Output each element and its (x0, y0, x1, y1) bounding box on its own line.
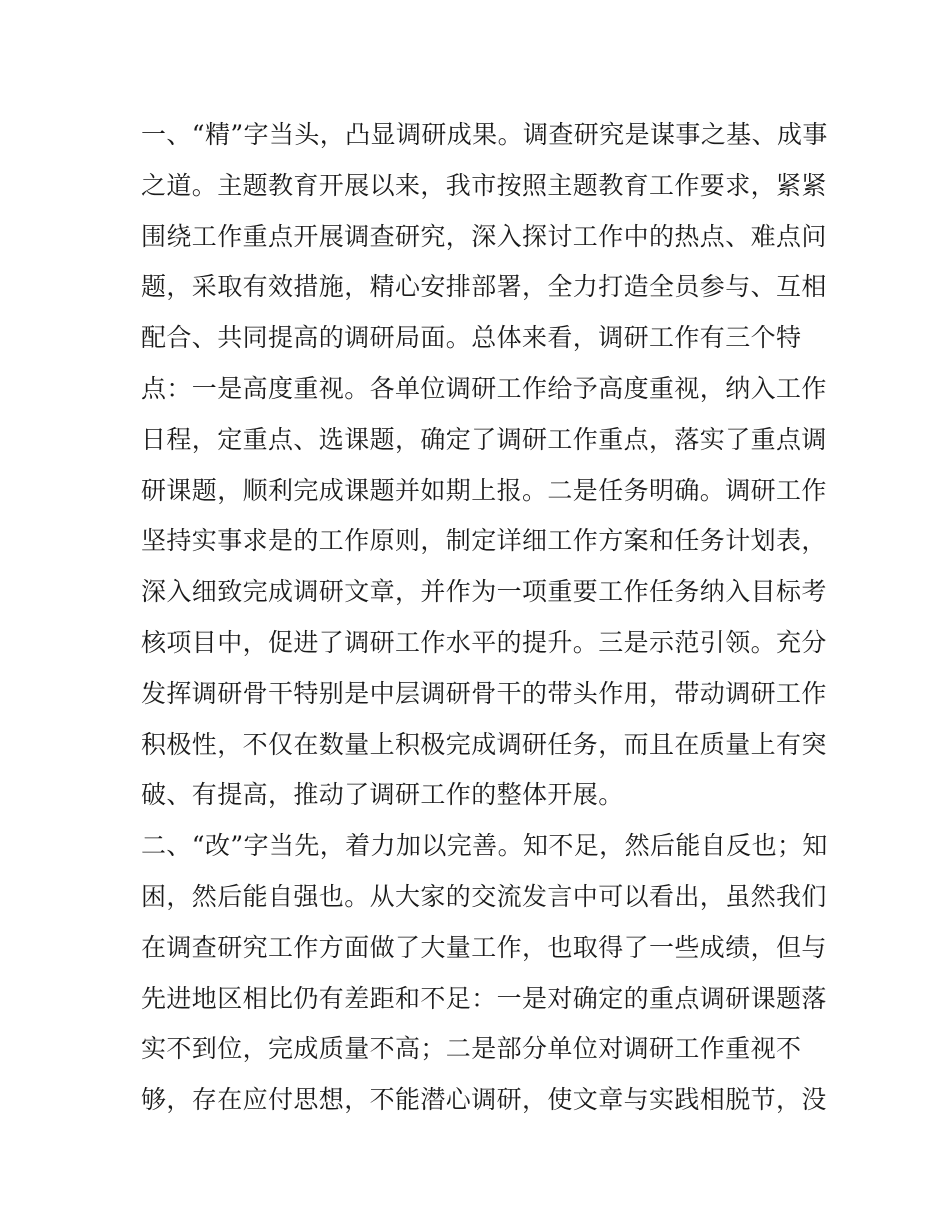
text-line: 围绕工作重点开展调查研究，深入探讨工作中的热点、难点问 (141, 221, 827, 251)
text-line: 研课题，顺利完成课题并如期上报。二是任务明确。调研工作 (141, 475, 827, 505)
text-line: 在调查研究工作方面做了大量工作，也取得了一些成绩，但与 (141, 932, 827, 962)
text-line: 点：一是高度重视。各单位调研工作给予高度重视，纳入工作 (141, 373, 827, 403)
text-line: 困，然后能自强也。从大家的交流发言中可以看出，虽然我们 (141, 881, 827, 911)
text-line: 够，存在应付思想，不能潜心调研，使文章与实践相脱节，没 (141, 1085, 827, 1115)
text-line: 深入细致完成调研文章，并作为一项重要工作任务纳入目标考 (141, 577, 827, 607)
document-body (141, 110, 828, 1126)
text-line: 破、有提高，推动了调研工作的整体开展。 (141, 780, 624, 810)
text-line: 先进地区相比仍有差距和不足：一是对确定的重点调研课题落 (141, 983, 827, 1013)
text-line: 坚持实事求是的工作原则，制定详细工作方案和任务计划表， (141, 526, 827, 556)
text-line: 发挥调研骨干特别是中层调研骨干的带头作用，带动调研工作 (141, 678, 827, 708)
text-line: 积极性，不仅在数量上积极完成调研任务，而且在质量上有突 (141, 729, 827, 759)
text-line: 日程，定重点、选课题，确定了调研工作重点，落实了重点调 (141, 424, 827, 454)
text-line: 二、“改”字当先，着力加以完善。知不足，然后能自反也；知 (141, 831, 828, 861)
text-line: 配合、共同提高的调研局面。总体来看，调研工作有三个特 (141, 323, 802, 353)
text-line: 之道。主题教育开展以来，我市按照主题教育工作要求，紧紧 (141, 170, 827, 200)
text-line: 一、“精”字当头，凸显调研成果。调查研究是谋事之基、成事 (141, 120, 828, 149)
text-line: 核项目中，促进了调研工作水平的提升。三是示范引领。充分 (141, 627, 827, 657)
text-line: 实不到位，完成质量不高；二是部分单位对调研工作重视不 (141, 1034, 802, 1064)
text-line: 题，采取有效措施，精心安排部署，全力打造全员参与、互相 (141, 272, 827, 302)
